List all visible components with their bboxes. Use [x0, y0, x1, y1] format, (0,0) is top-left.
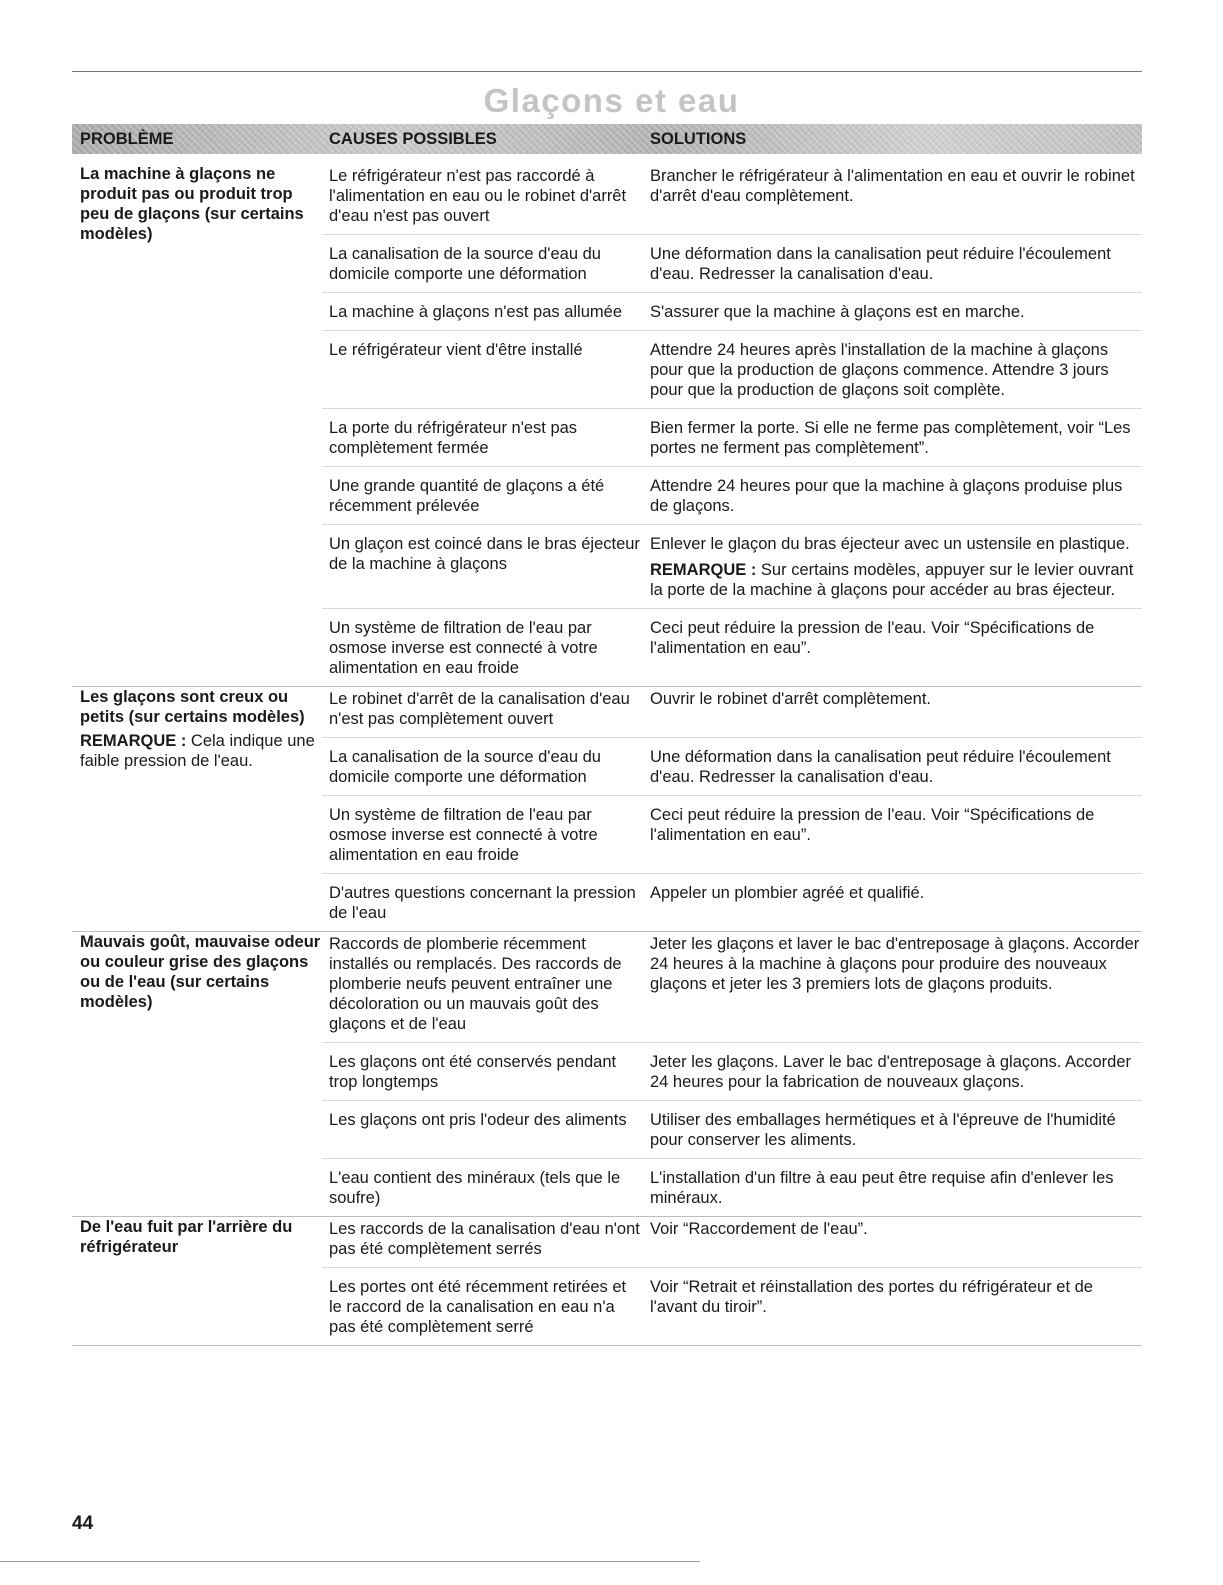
- header-solutions: SOLUTIONS: [650, 130, 747, 148]
- page-title: Glaçons et eau: [483, 82, 740, 119]
- solution-text: Voir “Raccordement de l'eau”.: [650, 1220, 868, 1238]
- problem-group: [72, 1217, 1142, 1346]
- cause-text: D'autres questions concernant la pression de l'eau: [329, 884, 636, 922]
- problem-title: La machine à glaçons ne produit pas ou produit trop peu de glaçons (sur certains modèles): [80, 165, 304, 243]
- solution-text: Bien fermer la porte. Si elle ne ferme pas complètement, voir “Les portes ne ferment pas complètement”.: [650, 419, 1131, 457]
- solution-text: Attendre 24 heures pour que la machine à glaçons produise plus de glaçons.: [650, 477, 1123, 515]
- solution-text: Attendre 24 heures après l'installation de la machine à glaçons pour que la production de glaçons commence. Attendre 3 jours pour que la production de glaçons soit complète.: [650, 341, 1109, 399]
- problem-cell: [72, 932, 322, 1216]
- table-row: [322, 525, 1142, 609]
- cause-solution-list: [322, 932, 1142, 1216]
- cause-text: Le réfrigérateur n'est pas raccordé à l'alimentation en eau ou le robinet d'arrêt d'eau n'est pas ouvert: [329, 167, 627, 225]
- cause-text: La canalisation de la source d'eau du domicile comporte une déformation: [329, 245, 601, 283]
- troubleshooting-table: [72, 164, 1142, 1346]
- table-row: [322, 932, 1142, 1043]
- table-row: [322, 738, 1142, 796]
- table-row: [322, 467, 1142, 525]
- table-row: [322, 1159, 1142, 1216]
- note-text: Sur certains modèles, appuyer sur le levier ouvrant la porte de la machine à glaçons pour accéder au bras éjecteur.: [650, 561, 1134, 599]
- cause-solution-list: [322, 1217, 1142, 1345]
- note-label: REMARQUE :: [650, 561, 757, 579]
- solution-text: Brancher le réfrigérateur à l'alimentation en eau et ouvrir le robinet d'arrêt d'eau complètement.: [650, 167, 1135, 205]
- problem-cell: [72, 687, 322, 931]
- cause-solution-list: [322, 687, 1142, 931]
- solution-text: Enlever le glaçon du bras éjecteur avec un ustensile en plastique.: [650, 535, 1130, 553]
- table-row: [322, 235, 1142, 293]
- note-label: REMARQUE :: [80, 732, 187, 750]
- cause-text: Le robinet d'arrêt de la canalisation d'eau n'est pas complètement ouvert: [329, 690, 630, 728]
- cause-text: La canalisation de la source d'eau du domicile comporte une déformation: [329, 748, 601, 786]
- bottom-rule: [0, 1561, 700, 1562]
- problem-cell: [72, 1217, 322, 1345]
- solution-text: L'installation d'un filtre à eau peut être requise afin d'enlever les minéraux.: [650, 1169, 1114, 1207]
- table-row: [322, 874, 1142, 931]
- cause-text: Un glaçon est coincé dans le bras éjecteur de la machine à glaçons: [329, 535, 640, 573]
- header-causes: CAUSES POSSIBLES: [329, 130, 497, 148]
- solution-cell: [643, 534, 1142, 600]
- table-row: [322, 609, 1142, 686]
- table-row: [322, 1101, 1142, 1159]
- problem-group: [72, 932, 1142, 1217]
- cause-text: La porte du réfrigérateur n'est pas complètement fermée: [329, 419, 578, 457]
- cause-text: Raccords de plomberie récemment installés ou remplacés. Des raccords de plomberie neufs peuvent entraîner une décoloration ou un mauvais goût des glaçons et de l'eau: [329, 935, 622, 1033]
- cause-text: Le réfrigérateur vient d'être installé: [329, 341, 583, 359]
- solution-text: Utiliser des emballages hermétiques et à l'épreuve de l'humidité pour conserver les aliments.: [650, 1111, 1116, 1149]
- solution-note: [650, 560, 1142, 600]
- solution-text: Jeter les glaçons. Laver le bac d'entreposage à glaçons. Accorder 24 heures pour la fabrication de nouveaux glaçons.: [650, 1053, 1132, 1091]
- top-rule: [72, 71, 1142, 72]
- table-row: [322, 293, 1142, 331]
- cause-text: Les raccords de la canalisation d'eau n'ont pas été complètement serrés: [329, 1220, 640, 1258]
- cause-text: Les glaçons ont pris l'odeur des aliments: [329, 1111, 627, 1129]
- table-header: [72, 124, 1142, 154]
- table-row: [322, 1268, 1142, 1345]
- solution-text: Ceci peut réduire la pression de l'eau. Voir “Spécifications de l'alimentation en eau”.: [650, 806, 1095, 844]
- table-row: [322, 796, 1142, 874]
- table-row: [322, 1217, 1142, 1268]
- solution-text: Une déformation dans la canalisation peut réduire l'écoulement d'eau. Redresser la canalisation d'eau.: [650, 245, 1111, 283]
- cause-text: Un système de filtration de l'eau par osmose inverse est connecté à votre alimentation en eau froide: [329, 619, 598, 677]
- solution-text: Appeler un plombier agréé et qualifié.: [650, 884, 925, 902]
- header-problem: PROBLÈME: [80, 130, 174, 148]
- solution-text: Ouvrir le robinet d'arrêt complètement.: [650, 690, 932, 708]
- table-row: [322, 331, 1142, 409]
- cause-text: La machine à glaçons n'est pas allumée: [329, 303, 622, 321]
- problem-group: [72, 164, 1142, 687]
- page-number: 44: [72, 1513, 94, 1534]
- solution-text: S'assurer que la machine à glaçons est en marche.: [650, 303, 1025, 321]
- problem-title: Les glaçons sont creux ou petits (sur certains modèles): [80, 688, 305, 726]
- problem-group: [72, 687, 1142, 932]
- problem-note: [80, 731, 322, 771]
- solution-text: Jeter les glaçons et laver le bac d'entreposage à glaçons. Accorder 24 heures à la machine à glaçons pour produire des nouveaux glaçons et jeter les 3 premiers lots de glaçons produits.: [650, 935, 1140, 993]
- table-row: [322, 409, 1142, 467]
- cause-text: Une grande quantité de glaçons a été récemment prélevée: [329, 477, 605, 515]
- problem-title: De l'eau fuit par l'arrière du réfrigérateur: [80, 1218, 293, 1256]
- solution-text: Voir “Retrait et réinstallation des portes du réfrigérateur et de l'avant du tiroir”.: [650, 1278, 1093, 1316]
- table-row: [322, 1043, 1142, 1101]
- table-row: [322, 164, 1142, 235]
- cause-text: Les glaçons ont été conservés pendant trop longtemps: [329, 1053, 617, 1091]
- note-text: Cela indique une faible pression de l'eau.: [80, 732, 315, 770]
- cause-text: Un système de filtration de l'eau par osmose inverse est connecté à votre alimentation en eau froide: [329, 806, 598, 864]
- table-row: [322, 687, 1142, 738]
- problem-title: Mauvais goût, mauvaise odeur ou couleur grise des glaçons ou de l'eau (sur certains modèles): [80, 933, 321, 1011]
- cause-text: L'eau contient des minéraux (tels que le soufre): [329, 1169, 621, 1207]
- cause-text: Les portes ont été récemment retirées et le raccord de la canalisation en eau n'a pas été complètement serré: [329, 1278, 627, 1336]
- solution-text: Ceci peut réduire la pression de l'eau. Voir “Spécifications de l'alimentation en eau”.: [650, 619, 1095, 657]
- solution-text: Une déformation dans la canalisation peut réduire l'écoulement d'eau. Redresser la canalisation d'eau.: [650, 748, 1111, 786]
- cause-solution-list: [322, 164, 1142, 686]
- problem-cell: [72, 164, 322, 686]
